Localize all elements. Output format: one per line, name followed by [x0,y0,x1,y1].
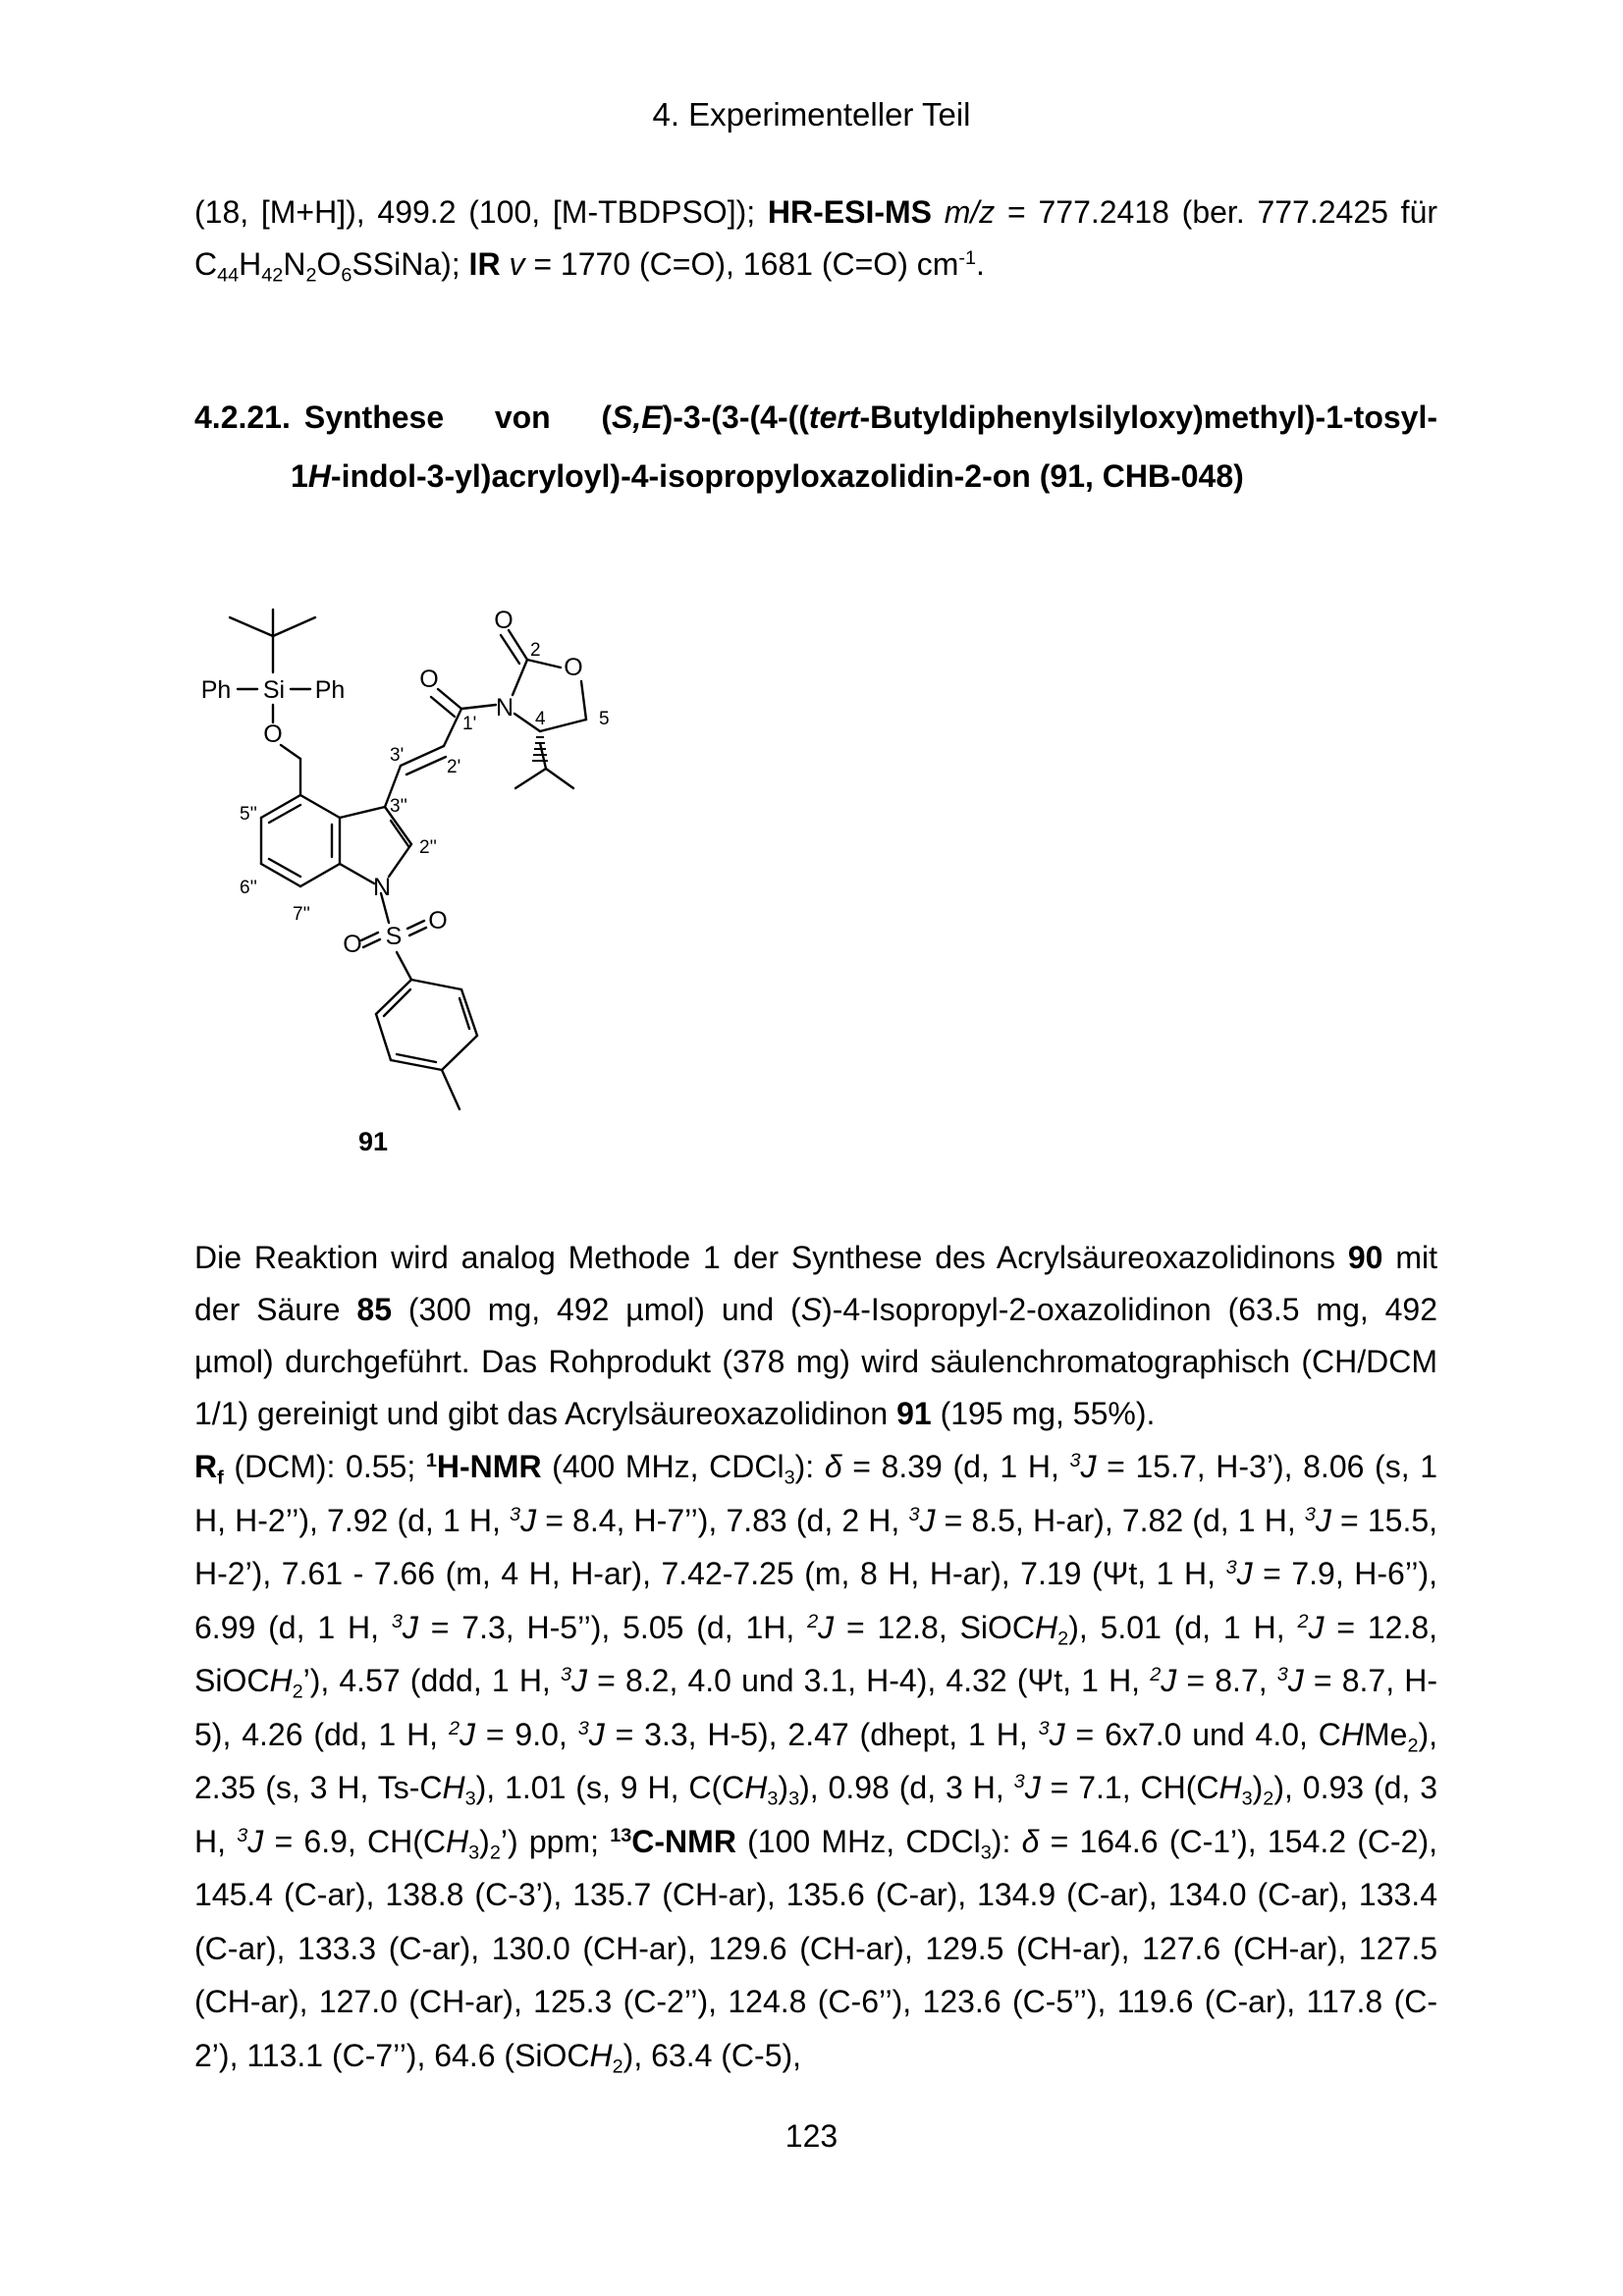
atom-s: S [385,923,403,950]
atom-ph-left: Ph [200,676,232,704]
atom-ph-right: Ph [314,676,346,704]
atom-o-s2: O [428,907,448,934]
chemical-structure-91 [187,579,648,1168]
atom-n-ox: N [495,694,514,721]
locant-4: 4 [535,709,546,729]
running-header: 4. Experimenteller Teil [652,96,971,133]
locant-7pp: 7'' [293,904,310,925]
locant-3p: 3' [390,745,405,766]
atom-o-carbonyl: O [494,607,514,634]
atom-si: Si [262,676,286,704]
locant-5: 5 [599,709,610,729]
atom-o-ring: O [564,654,583,681]
atom-n-ind: N [372,874,392,901]
atom-o-s1: O [343,931,362,958]
locant-3pp: 3'' [390,796,407,817]
locant-2p: 2' [447,757,461,777]
locant-5pp: 5'' [240,804,257,825]
nmr-paragraph: $R_f$ (DCM): 0.55; $^1$H-NMR (400 MHz, CDCl$_3$): δ = 8.39 (d, 1 H, $^3$J = 15.7, H-3’), 8.06 (s, 1 H, H-2’’), 7.92 (d, 1 H, $^3$J = 8.4, H-7’’), 7.83 (d, 2 H, $^3$J = 8.5, H-ar), 7.82 (d, 1 H, $^3$J = 15.5, H-2’), 7.61 - 7.66 (m, 4 H, H-ar), 7.42-7.25 (m, 8 H, H-ar), 7.19 (Ψt, 1 H, $^3$J = 7.9, H-6’’), 6.99 (d, 1 H, $^3$J = 7.3, H-5’’), 5.05 (d, 1H, $^2$J = 12.8, SiOCH$_2$), 5.01 (d, 1 H, $^2$J = 12.8, SiOCH$_2$’), 4.57 (ddd, 1 H, $^3$J = 8.2, 4.0 und 3.1, H-4), 4.32 (Ψt, 1 H, $^2$J = 8.7, $^3$J = 8.7, H-5), 4.26 (dd, 1 H, $^2$J = 9.0, $^3$J = 3.3, H-5), 2.47 (dhept, 1 H, $^3$J = 6x7.0 und 4.0, CHMe$_2$), 2.35 (s, 3 H, $Ts-CH_3$), 1.01 (s, 9 H, $C(CH_3)_3$), 0.98 (d, 3 H, $^3$J = 7.1, $CH(CH_3)_2$), 0.93 (d, 3 H, $^3$J = 6.9, $CH(CH_3)_2$’) ppm; $^{13}$C-NMR (100 MHz, CDCl$_3$): δ = 164.6 (C-1’), 154.2 (C-2), 145.4 (C-ar), 138.8 (C-3’), 135.7 (CH-ar), 135.6 (C-ar), 134.9 (C-ar), 134.0 (C-ar), 133.4 (C-ar), 133.3 (C-ar), 130.0 (CH-ar), 129.6 (CH-ar), 129.5 (CH-ar), 127.6 (CH-ar), 127.5 (CH-ar), 127.0 (CH-ar), 125.3 (C-2’’), 124.8 (C-6’’), 123.6 (C-5’’), 119.6 (C-ar), 117.8 (C-2’), 113.1 (C-7’’), 64.6 (SiOCH$_2$), 63.4 (C-5), [194,1449,1438,2077]
locant-6pp: 6'' [240,878,257,898]
procedure-paragraph: Die Reaktion wird analog Methode 1 der Synthese des Acrylsäureoxazolidinons 90 mit der Säure 85 (300 mg, 492 µmol) und (S)-4-Isopropyl-2-oxazolidinon (63.5 mg, 492 µmol) durchgeführt. Das Rohprodukt (378 mg) wird säulenchromatographisch (CH/DCM 1/1) gereinigt und gibt das Acrylsäureoxazolidinon 91 (195 mg, 55%). [194,1240,1438,1431]
atom-o-acyl: O [419,666,439,693]
ms-ir-paragraph: (18, [M+H]), 499.2 (100, [M-TBDPSO]); HR-ESI-MS m/z = 777.2418 (ber. 777.2425 für $C_{44}H_{42}N_2O_6SSiNa$); IR v = 1770 (C=O), 1681 (C=O) $cm^{-1}$. [194,194,1438,287]
locant-2: 2 [530,640,541,661]
locant-2pp: 2'' [419,837,437,858]
atom-o-ether: O [263,721,283,748]
section-heading: 4.2.21. Synthese von (S,E)-3-(3-(4-((tert-Butyldiphenylsilyloxy)methyl)-1-tosyl- 1H-indol-3-yl)acryloyl)-4-isopropyloxazolidin-2-on (91, CHB-048) [194,400,1437,494]
locant-1p: 1' [462,714,477,734]
compound-label: 91 [357,1127,389,1156]
page-number: 123 [784,2118,839,2154]
